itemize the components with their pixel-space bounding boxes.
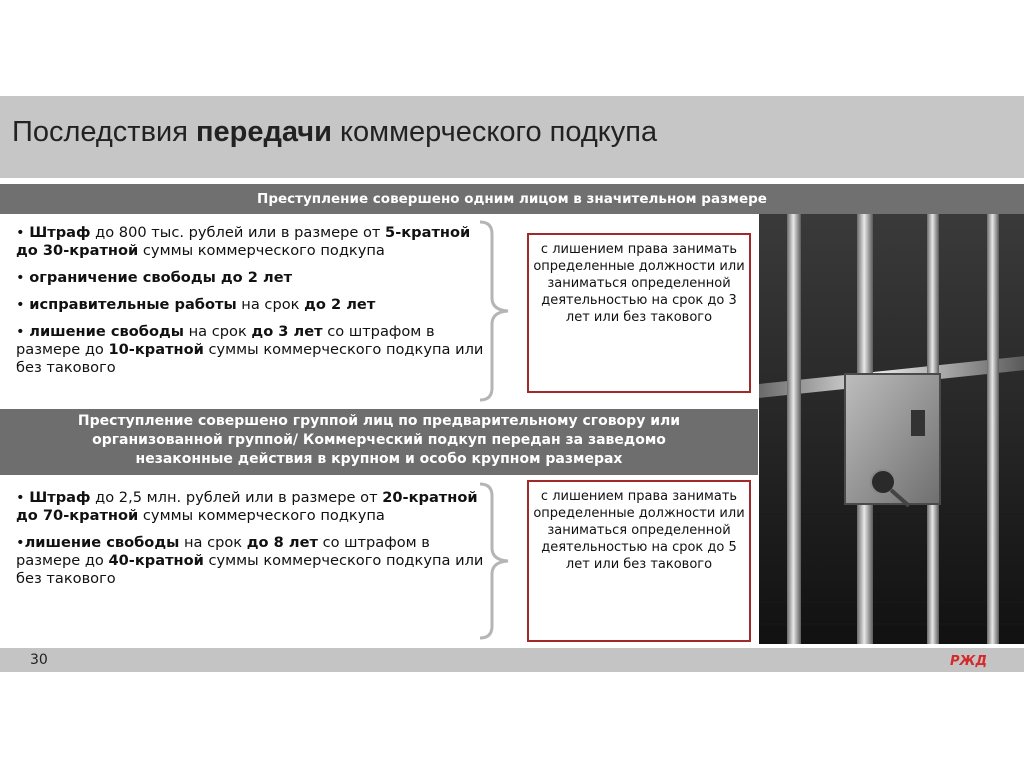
penalty-note-box: с лишением права занимать определенные должности или заниматься определенной деятельностью на срок до 3 лет или без такового: [527, 233, 751, 393]
list-item: • Штраф до 2,5 млн. рублей или в размере от 20-кратной до 70-кратной суммы коммерческого подкупа: [16, 489, 478, 524]
section2-list: [16, 489, 494, 597]
svg-text:РЖД: РЖД: [950, 654, 988, 669]
title-bar: [0, 96, 1024, 178]
page-number: 30: [30, 652, 48, 668]
prison-bars-image: [759, 214, 1024, 644]
section2-header: Преступление совершено группой лиц по предварительному сговору или организованной группой/ Коммерческий подкуп передан за заведомо незаконные действия в крупном и особо крупном размерах: [0, 409, 758, 475]
list-item: • лишение свободы на срок до 3 лет со штрафом в размере до 10-кратной суммы коммерческого подкупа или без такового: [16, 323, 484, 376]
slide: [0, 96, 1024, 672]
brace-icon: [478, 482, 518, 640]
list-item: •лишение свободы на срок до 8 лет со штрафом в размере до 40-кратной суммы коммерческого подкупа или без такового: [16, 534, 484, 587]
prison-cell-illustration: [759, 214, 1024, 644]
section1-list: [16, 224, 494, 386]
penalty-note-box: с лишением права занимать определенные должности или заниматься определенной деятельностью на срок до 5 лет или без такового: [527, 480, 751, 642]
list-item: • исправительные работы на срок до 2 лет: [16, 296, 376, 313]
footer: [0, 648, 1024, 672]
list-item: • Штраф до 800 тыс. рублей или в размере от 5-кратной до 30-кратной суммы коммерческого подкупа: [16, 224, 471, 259]
brace-icon: [478, 220, 518, 402]
section1-header: Преступление совершено одним лицом в значительном размере: [0, 184, 1024, 214]
list-item: • ограничение свободы до 2 лет: [16, 269, 293, 286]
rzd-logo-icon: [948, 650, 992, 670]
page-title: Последствия передачи коммерческого подкупа: [12, 116, 658, 148]
